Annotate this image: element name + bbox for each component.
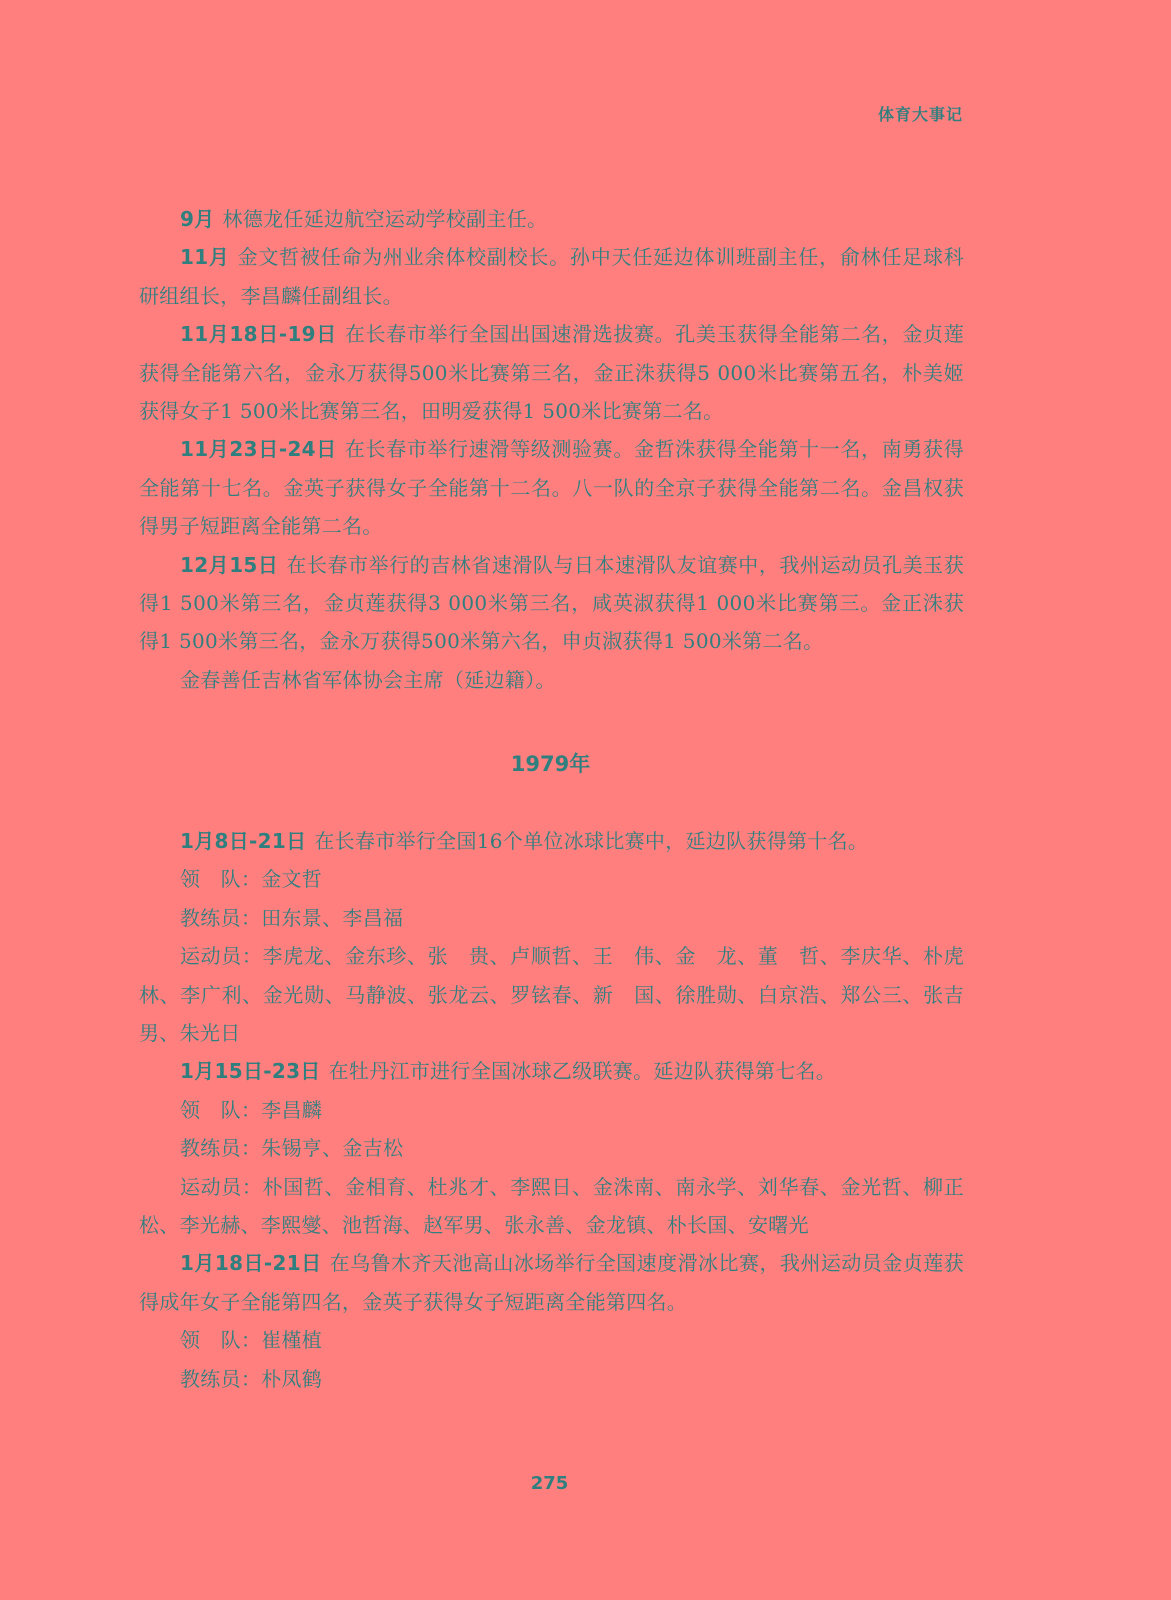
running-header: 体育大事记 — [877, 105, 963, 124]
entry-text: 领 队：李昌麟 — [180, 1097, 323, 1122]
entry-date: 11月 — [180, 245, 230, 270]
entry-paragraph — [139, 238, 964, 315]
entry-text: 林德龙任延边航空运动学校副主任。 — [222, 207, 548, 231]
entry-date: 12月15日 — [180, 552, 279, 577]
athletes-line — [139, 937, 964, 1052]
entry-paragraph — [139, 430, 964, 545]
coach-line — [139, 1360, 964, 1398]
entry-date: 11月23日-24日 — [180, 437, 337, 462]
entry-text: 领 队：金文哲 — [180, 867, 323, 892]
team-leader-line — [139, 1091, 964, 1129]
entry-paragraph — [139, 546, 964, 661]
team-leader-line — [139, 1321, 964, 1359]
entry-date: 11月18日-19日 — [180, 322, 337, 347]
entry-paragraph — [139, 200, 964, 238]
entry-text: 领 队：崔槿植 — [180, 1328, 323, 1353]
entry-text: 教练员：朱锡亨、金吉松 — [180, 1136, 404, 1161]
entry-text: 金春善任吉林省军体协会主席（延边籍）。 — [180, 667, 556, 692]
entry-date: 1月15日-23日 — [180, 1059, 321, 1084]
entry-text: 教练员：朴凤鹤 — [180, 1366, 323, 1391]
entry-text: 在乌鲁木齐天池高山冰场举行全国速度滑冰比赛，我州运动员金贞莲获得成年女子全能第四名，金英子获得女子短距离全能第四名。 — [139, 1251, 964, 1314]
entry-paragraph — [139, 1244, 964, 1321]
entry-paragraph — [139, 661, 964, 699]
entry-text: 教练员：田东景、李昌福 — [180, 905, 404, 930]
section-1979 — [139, 822, 964, 1398]
entry-paragraph — [139, 1052, 964, 1090]
year-heading: 1979年 — [510, 752, 591, 776]
entry-paragraph — [139, 315, 964, 430]
entry-text: 金文哲被任命为州业余体校副校长。孙中天任延边体训班副主任，俞林任足球科研组组长，李昌麟任副组长。 — [139, 245, 965, 308]
entry-text: 运动员：朴国哲、金相育、杜兆才、李熙日、金洙南、南永学、刘华春、金光哲、柳正松、李光赫、李熙燮、池哲海、赵军男、张永善、金龙镇、朴长国、安曙光 — [139, 1174, 964, 1238]
entry-date: 9月 — [180, 207, 215, 231]
entry-text: 在长春市举行速滑等级测验赛。金哲洙获得全能第十一名，南勇获得全能第十七名。金英子获得女子全能第十二名。八一队的全京子获得全能第二名。金昌权获得男子短距离全能第二名。 — [139, 437, 965, 539]
entry-date: 1月18日-21日 — [180, 1251, 322, 1276]
entry-text: 在长春市举行全国16个单位冰球比赛中，延边队获得第十名。 — [314, 829, 869, 853]
athletes-line — [139, 1168, 964, 1245]
entry-text: 在长春市举行全国出国速滑选拔赛。孔美玉获得全能第二名，金贞莲获得全能第六名，金永万获得500米比赛第三名，金正洙获得5 000米比赛第五名，朴美姬获得女子1 500米比赛第三名，田明爱获得1 500米比赛第二名。 — [139, 322, 965, 424]
entry-paragraph — [139, 822, 964, 860]
team-leader-line — [139, 860, 964, 898]
entry-text: 运动员：李虎龙、金东珍、张 贵、卢顺哲、王 伟、金 龙、董 哲、李庆华、朴虎林、李广利、金光勋、马静波、张龙云、罗铉春、新 国、徐胜勋、白京浩、郑公三、张吉男、朱光日 — [139, 944, 964, 1046]
section-1978 — [139, 200, 964, 699]
coach-line — [139, 1129, 964, 1167]
entry-text: 在长春市举行的吉林省速滑队与日本速滑队友谊赛中，我州运动员孔美玉获得1 500米第三名，金贞莲获得3 000米第三名，咸英淑获得1 000米比赛第三。金正洙获得1 500米第三名，金永万获得500米第六名，申贞淑获得1 500米第二名。 — [139, 552, 965, 654]
entry-date: 1月8日-21日 — [180, 829, 307, 853]
entry-text: 在牡丹江市进行全国冰球乙级联赛。延边队获得第七名。 — [328, 1059, 837, 1084]
coach-line — [139, 899, 964, 937]
page-number: 275 — [530, 1473, 569, 1494]
